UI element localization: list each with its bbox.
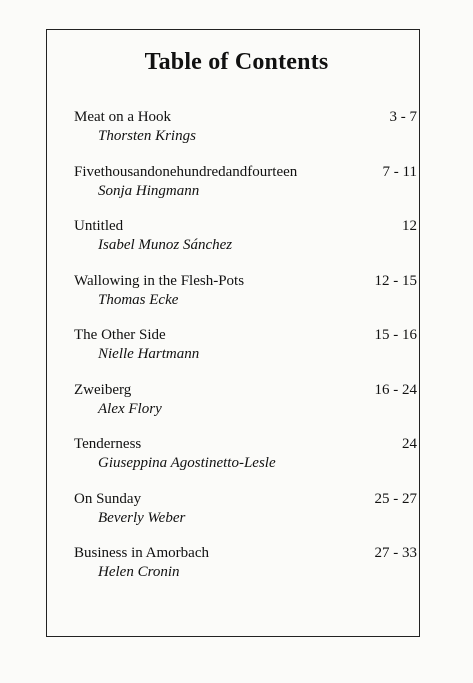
entry-author: Thorsten Krings — [98, 128, 196, 144]
entry-author: Helen Cronin — [98, 564, 180, 580]
page-title: Table of Contents — [144, 49, 329, 75]
entry-author: Beverly Weber — [98, 509, 186, 526]
entry-author: Alex Flory — [98, 400, 162, 417]
entry-author: Giuseppina Agostinetto-Lesle — [98, 455, 276, 471]
entry-author: Nielle Hartmann — [98, 346, 200, 362]
entry-pages: 15 - 16 — [374, 327, 417, 343]
entry-author: Isabel Munoz Sánchez — [98, 237, 233, 253]
entry-pages: 16 - 24 — [374, 381, 417, 398]
entry-title: On Sunday — [74, 490, 142, 507]
toc-entry — [74, 381, 417, 436]
entry-title: Fivethousandonehundredandfourteen — [74, 163, 298, 180]
entry-title: Business in Amorbach — [74, 545, 209, 561]
entry-author: Thomas Ecke — [98, 291, 179, 308]
entry-title: Zweiberg — [74, 381, 132, 398]
entry-title: Tenderness — [74, 436, 142, 452]
entry-pages: 24 — [402, 436, 417, 452]
entry-pages: 12 - 15 — [374, 272, 417, 289]
toc-entry — [74, 108, 417, 163]
entry-title: The Other Side — [74, 327, 166, 343]
entry-pages: 7 - 11 — [382, 163, 417, 180]
entry-title: Untitled — [74, 218, 124, 234]
entry-author: Sonja Hingmann — [98, 182, 200, 199]
toc-entry — [74, 435, 417, 490]
entry-pages: 12 — [402, 218, 417, 234]
toc-entry — [74, 490, 417, 545]
toc-list — [74, 108, 417, 599]
entry-pages: 25 - 27 — [374, 490, 417, 507]
entry-pages: 3 - 7 — [389, 109, 417, 125]
entry-title: Meat on a Hook — [74, 109, 172, 125]
toc-entry — [74, 544, 417, 599]
toc-entry — [74, 163, 417, 218]
toc-entry — [74, 272, 417, 327]
toc-entry — [74, 326, 417, 381]
entry-title: Wallowing in the Flesh-Pots — [74, 272, 245, 289]
toc-entry — [74, 217, 417, 272]
entry-pages: 27 - 33 — [374, 545, 417, 561]
